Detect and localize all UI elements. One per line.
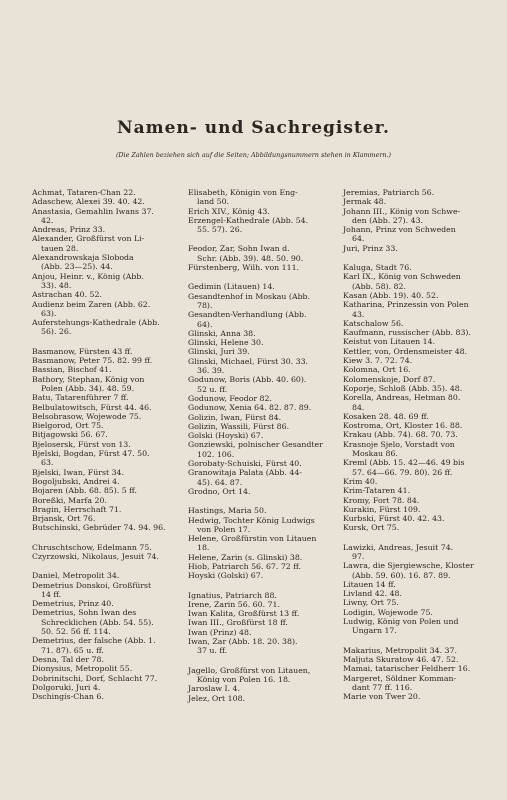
index-entry: Gesandtenhof in Moskau (Abb. 78). — [188, 291, 311, 310]
index-entry: Jagello, Großfürst von Litauen, König von Polen 16. 18. — [188, 665, 311, 684]
index-entry: Bitjagowski 56. 67. — [32, 430, 108, 440]
index-entry: Andreas, Prinz 33. — [32, 225, 106, 235]
index-entry: Bielgorod, Ort 75. — [32, 421, 104, 431]
letter-group — [32, 347, 182, 533]
letter-group — [343, 263, 493, 533]
index-entry: Marie von Twer 20. — [343, 692, 421, 702]
index-entry: Demetrius, Prinz 40. — [32, 599, 114, 609]
index-entry: Golizin, Iwan, Fürst 84. — [188, 412, 282, 422]
index-entry: Lodigin, Wojewode 75. — [343, 607, 433, 617]
index-entry: Kolomna, Ort 16. — [343, 365, 411, 375]
index-entry: Gesandten-Verhandlung (Abb. 64). — [188, 310, 307, 329]
index-entry: Bojaren (Abb. 68. 85). 5 ff. — [32, 486, 137, 496]
index-entry: Margeret, Söldner Komman- dant 77 ff. 116. — [343, 673, 457, 692]
index-entry: Makarius, Metropolit 34. 37. — [343, 645, 457, 655]
index-entry: Lawra, die Sjergiewsche, Kloster (Abb. 59. 60). 16. 87. 89. — [343, 561, 474, 580]
index-entry: Boreßki, Marfa 20. — [32, 495, 107, 505]
index-entry: Katharina, Prinzessin von Polen 43. — [343, 300, 469, 319]
letter-group — [343, 188, 493, 253]
index-entry: Erzengel-Kathedrale (Abb. 54. 55. 57). 26. — [188, 215, 309, 235]
index-entry: Jermak 48. — [343, 197, 387, 207]
index-entry: Gonziewski, polnischer Gesandter 102. 106. — [188, 440, 323, 459]
index-entry: Iwan (Prinz) 48. — [188, 627, 252, 637]
index-entry: Bjelosersk, Fürst von 13. — [32, 439, 131, 449]
index-entry: Godunow, Xenia 64. 82. 87. 89. — [188, 403, 312, 413]
letter-group — [32, 188, 182, 337]
letter-group — [188, 188, 338, 234]
index-entry: Kiew 3. 7. 72. 74. — [343, 356, 413, 366]
index-entry: Alexander, Großfürst von Li- tauen 28. — [32, 234, 145, 253]
letter-group — [188, 244, 338, 272]
index-entry: Karl IX., König von Schweden (Abb. 58). 82. — [343, 272, 461, 291]
index-column-3 — [343, 188, 493, 711]
index-entry: Achmat, Tataren-Chan 22. — [32, 188, 136, 197]
index-entry: Glinski, Michael, Fürst 30. 33. 36. 39. — [188, 356, 309, 376]
index-entry: Kosaken 28. 48. 69 ff. — [343, 411, 429, 421]
index-entry: Ludwig, König von Polen und Ungarn 17. — [343, 617, 459, 636]
index-entry: Anastasia, Gemahlin Iwans 37. 42. — [32, 206, 154, 225]
index-entry: Basmanow, Peter 75. 82. 99 ff. — [32, 356, 153, 366]
index-entry: Johann III., König von Schwe- den (Abb. 27). 43. — [343, 206, 461, 225]
letter-group — [32, 543, 182, 562]
index-entry: Adaschew, Alexei 39. 40. 42. — [32, 197, 145, 207]
index-entry: Krim 40. — [343, 476, 378, 486]
letter-group — [188, 666, 338, 703]
index-entry: Kostroma, Ort, Kloster 16. 88. — [343, 421, 463, 431]
index-entry: Hastings, Maria 50. — [188, 506, 267, 516]
letter-group — [188, 282, 338, 496]
index-entry: Dobrinitschi, Dorf, Schlacht 77. — [32, 673, 158, 683]
index-entry: Dolgoruki, Juri 4. — [32, 682, 101, 692]
index-entry: Bragin, Herrschaft 71. — [32, 504, 122, 514]
index-entry: Kurakin, Fürst 109. — [343, 504, 421, 514]
index-entry: Basmanow, Fürsten 43 ff. — [32, 346, 133, 356]
index-entry: Kromy, Fort 78. 84. — [343, 495, 420, 505]
index-entry: Fürstenberg, Wilh. von 111. — [188, 263, 300, 273]
index-entry: Hoyski (Golski) 67. — [188, 571, 264, 581]
index-entry: Korella, Andreas, Hetman 80. 84. — [343, 393, 461, 412]
index-entry: Godunow, Boris (Abb. 40. 60). 52 u. ff. — [188, 375, 307, 394]
index-entry: Batu, Tatarenführer 7 ff. — [32, 393, 129, 403]
index-entry: Golizin, Wassili, Fürst 86. — [188, 421, 290, 431]
index-entry: Krakau (Abb. 74). 68. 70. 73. — [343, 430, 458, 440]
index-entry: Liwny, Ort 75. — [343, 598, 399, 608]
index-entry: Bathory, Stephan, König von Polen (Abb. 34). 48. 59. — [32, 374, 145, 393]
index-entry: Iwan, Zar (Abb. 18. 20. 38). 37 u. ff. — [188, 637, 298, 656]
page-title: Namen- und Sachregister. — [117, 118, 390, 138]
index-entry: Livland 42. 48. — [343, 589, 402, 599]
index-entry: Godunow, Feodor 82. — [188, 393, 272, 403]
index-entry: Elisabeth, Königin von Eng- land 50. — [188, 188, 298, 207]
index-entry: Maljuta Skuratow 46. 47. 52. — [343, 654, 459, 664]
index-entry: Kreml (Abb. 15. 42—46. 49 bis 57. 64—66. 79. 80). 26 ff. — [343, 458, 465, 477]
index-entry: Dionysius, Metropolit 55. — [32, 664, 133, 674]
index-entry: Feodor, Zar, Sohn Iwan d. Schr. (Abb. 39). 48. 50. 90. — [188, 244, 304, 263]
index-entry: Czyrzowski, Nikolaus, Jesuit 74. — [32, 551, 159, 561]
index-entry: Golski (Hoyski) 67. — [188, 431, 264, 441]
index-entry: Butschinski, Gebrüder 74. 94. 96. — [32, 523, 166, 533]
index-entry: Desna, Tal der 78. — [32, 654, 104, 664]
index-entry: Auferstehungs-Kathedrale (Abb. 56). 26. — [32, 318, 160, 337]
index-entry: Kaluga, Stadt 76. — [343, 263, 412, 273]
index-entry: Keistut von Litauen 14. — [343, 337, 436, 347]
index-entry: Glinski, Juri 39. — [188, 347, 250, 357]
index-entry: Kurbski, Fürst 40. 42. 43. — [343, 514, 445, 524]
index-entry: Kursk, Ort 75. — [343, 523, 400, 533]
index-entry: Astrachan 40. 52. — [32, 290, 102, 300]
index-entry: Bjelski, Iwan, Fürst 34. — [32, 467, 124, 477]
index-entry: Koporje, Schloß (Abb. 35). 48. — [343, 383, 463, 393]
index-entry: Demetrius Donskoi, Großfürst 14 ff. — [32, 580, 152, 599]
index-entry: Jeremias, Patriarch 56. — [343, 188, 435, 197]
index-entry: Jelez, Ort 108. — [188, 693, 246, 703]
index-entry: Demetrius, Sohn Iwan des Schrecklichen (Abb. 54. 55). 50. 52. 56 ff. 114. — [32, 608, 154, 637]
letter-group — [343, 543, 493, 636]
letter-group — [32, 571, 182, 701]
index-entry: Belsobrasow, Wojewode 75. — [32, 411, 142, 421]
index-entry: Juri, Prinz 33. — [343, 243, 398, 253]
index-entry: Gorobaty-Schuiski, Fürst 40. — [188, 459, 302, 469]
index-entry: Demetrius, der falsche (Abb. 1. 71. 87). 65 u. ff. — [32, 636, 156, 655]
index-entry: Hiob, Patriarch 56. 67. 72 ff. — [188, 561, 301, 571]
index-entry: Kaufmann, russischer (Abb. 83). — [343, 328, 471, 338]
index-entry: Lawizki, Andreas, Jesuit 74. 97. — [343, 542, 454, 561]
index-entry: Bassian, Bischof 41. — [32, 365, 112, 375]
index-entry: Kettler, von, Ordensmeister 48. — [343, 346, 468, 356]
index-entry: Glinski, Helene 30. — [188, 338, 264, 348]
index-column-1 — [32, 188, 182, 711]
index-column-2 — [188, 188, 338, 713]
letter-group — [343, 646, 493, 702]
index-entry: Brjansk, Ort 76. — [32, 514, 96, 524]
index-entry: Jaroslaw I. 4. — [188, 684, 240, 694]
index-entry: Iwan Kalita, Großfürst 13 ff. — [188, 609, 300, 619]
index-entry: Grodno, Ort 14. — [188, 486, 251, 496]
index-entry: Hedwig, Tochter König Ludwigs von Polen 17. — [188, 515, 315, 534]
index-entry: Krim-Tataren 41. — [343, 486, 411, 496]
index-entry: Anjou, Heinr. v., König (Abb. 33). 48. — [32, 271, 144, 290]
index-entry: Litauen 14 ff. — [343, 579, 396, 589]
letter-group — [188, 506, 338, 580]
index-entry: Helene, Zarin (s. Glinski) 38. — [188, 552, 303, 562]
index-entry: Mamai, tatarischer Feldherr 16. — [343, 664, 471, 674]
index-entry: Gedimin (Litauen) 14. — [188, 282, 275, 292]
index-entry: Daniel, Metropolit 34. — [32, 571, 120, 581]
index-entry: Erich XIV., König 43. — [188, 206, 270, 216]
index-entry: Dschingis-Chan 6. — [32, 692, 104, 702]
index-entry: Katschalow 56. — [343, 318, 404, 328]
index-entry: Belbulatowitsch, Fürst 44. 46. — [32, 402, 152, 412]
index-entry: Chruschtschow, Edelmann 75. — [32, 542, 152, 552]
index-entry: Bjelski, Bogdan, Fürst 47. 50. 63. — [32, 449, 150, 468]
index-entry: Alexandrowskaja Sloboda (Abb. 23—25). 44. — [32, 253, 134, 272]
index-entry: Irene, Zarin 56. 60. 71. — [188, 599, 280, 609]
index-entry: Glinski, Anna 38. — [188, 328, 256, 338]
page-subtitle: (Die Zahlen beziehen sich auf die Seiten; Abbildungsnummern stehen in Klammern.) — [115, 151, 392, 159]
index-entry: Kolomenskoje, Dorf 87. — [343, 374, 436, 384]
index-entry: Granowitaja Palata (Abb. 44- 45). 64. 87. — [188, 468, 302, 487]
index-entry: Helene, Großfürstin von Litauen 18. — [188, 534, 317, 553]
index-entry: Ignatius, Patriarch 88. — [188, 590, 277, 600]
letter-group — [188, 591, 338, 656]
index-entry: Bogoljubski, Andrei 4. — [32, 476, 120, 486]
index-entry: Krasnoje Sjelo, Vorstadt von Moskau 86. — [343, 439, 455, 459]
index-entry: Audienz beim Zaren (Abb. 62. 63). — [32, 299, 151, 318]
index-entry: Iwan III., Großfürst 18 ff. — [188, 618, 288, 628]
index-entry: Johann, Prinz von Schweden 64. — [343, 225, 456, 244]
index-entry: Kasan (Abb. 19). 40. 52. — [343, 290, 439, 300]
